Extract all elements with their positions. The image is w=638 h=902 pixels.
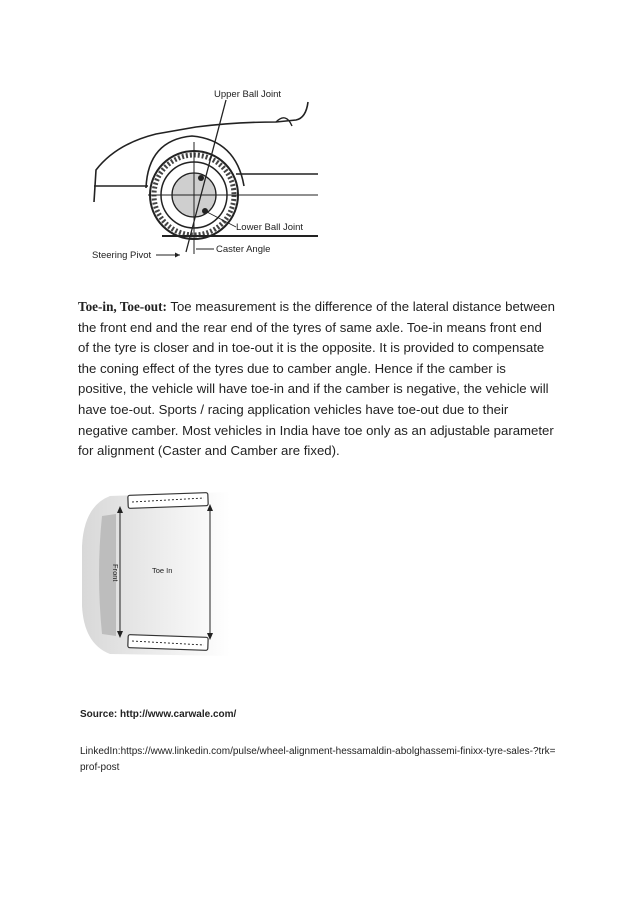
toe-in-diagram-svg [80,486,234,662]
toe-body-text: Toe measurement is the difference of the lateral distance between the front end and the rear end of the tyres of same axle. Toe-in means front end of the tyre is closer and in toe-out it is the opposite. It is provided to compensate the coning effect of the tyres due to camber angle. Hence if the camber is positive, the vehicle will have toe-in and if the camber is negative, the vehicle will have toe-out. Sports / racing application vehicles have toe-out due to their negative camber. Most vehicles in India have toe only as an adjustable parameter for alignment (Caster and Camber are fixed). [78,299,555,459]
steering-pivot-arrowhead [175,253,180,258]
toe-paragraph [78,297,556,462]
source-line: Source: http://www.carwale.com/ [80,709,237,720]
toe-heading: Toe-in, Toe-out: [78,299,167,314]
linkedin-link[interactable]: LinkedIn:https://www.linkedin.com/pulse/wheel-alignment-hessamaldin-abolghassemi-finixx-tyre-sales-?trk=prof-post [80,746,556,773]
lower-ball-joint-label: Lower Ball Joint [236,222,304,233]
upper-ball-joint-dot [198,175,204,181]
caster-diagram-svg [86,82,318,266]
steering-pivot-label: Steering Pivot [92,250,152,261]
upper-ball-joint-label: Upper Ball Joint [214,89,282,100]
toe-in-diagram [80,486,234,662]
front-label: Front [111,564,120,582]
toe-in-label: Toe In [152,566,173,575]
caster-diagram [86,82,318,266]
lower-ball-joint-dot [202,208,208,214]
caster-angle-label: Caster Angle [216,244,271,255]
